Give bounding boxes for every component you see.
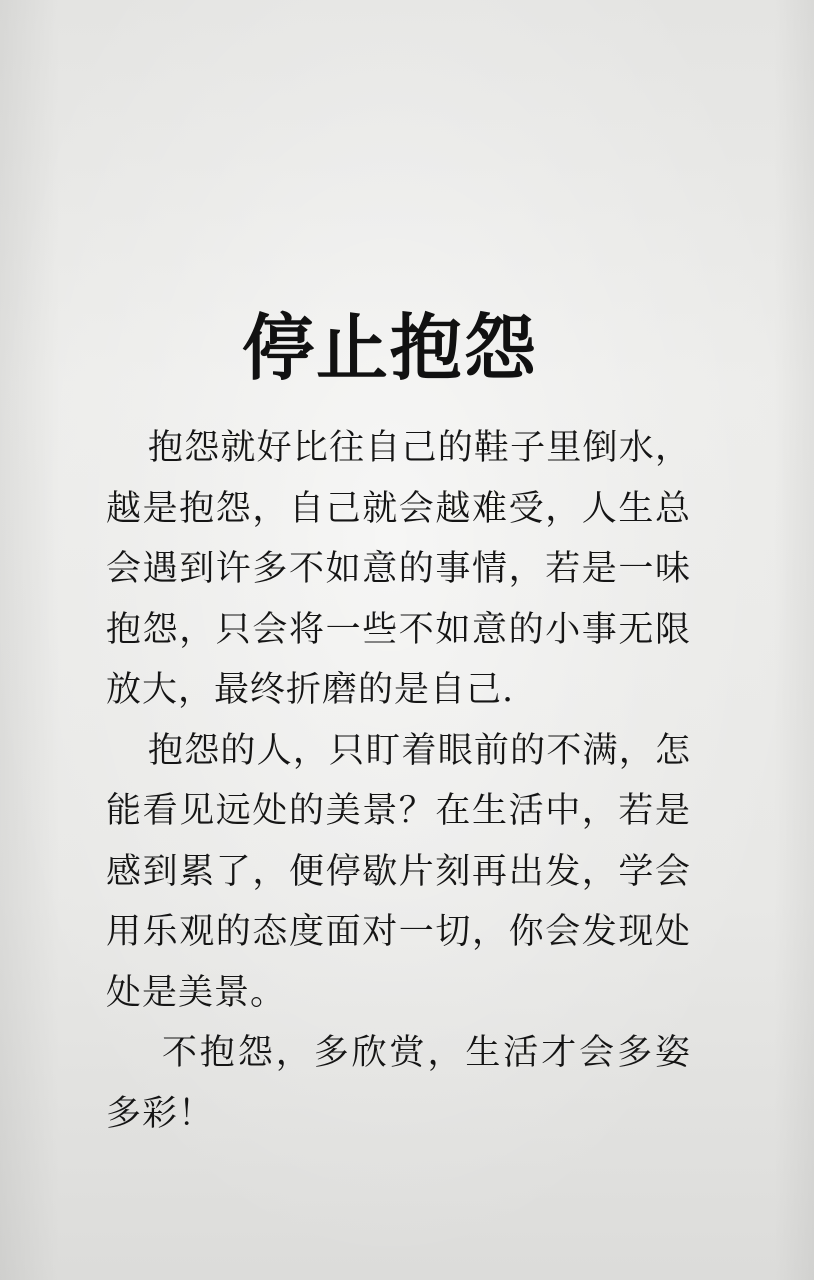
page-edge-shadow-right — [774, 0, 814, 1280]
paragraph-1: 抱怨就好比往自己的鞋子里倒水，越是抱怨，自己就会越难受，人生总会遇到许多不如意的事情，若是一味抱怨，只会将一些不如意的小事无限放大，最终折磨的是自己. — [106, 428, 691, 710]
page-title: 停止抱怨 — [241, 305, 538, 391]
page-edge-shadow-left — [0, 0, 60, 1280]
body-text — [106, 418, 691, 1144]
paragraph-3: 不抱怨，多欣赏，生活才会多姿多彩！ — [106, 1033, 691, 1134]
paragraph-2: 抱怨的人，只盯着眼前的不满，怎能看见远处的美景？在生活中，若是感到累了，便停歇片刻再出发，学会用乐观的态度面对一切，你会发现处处是美景。 — [106, 730, 691, 1013]
